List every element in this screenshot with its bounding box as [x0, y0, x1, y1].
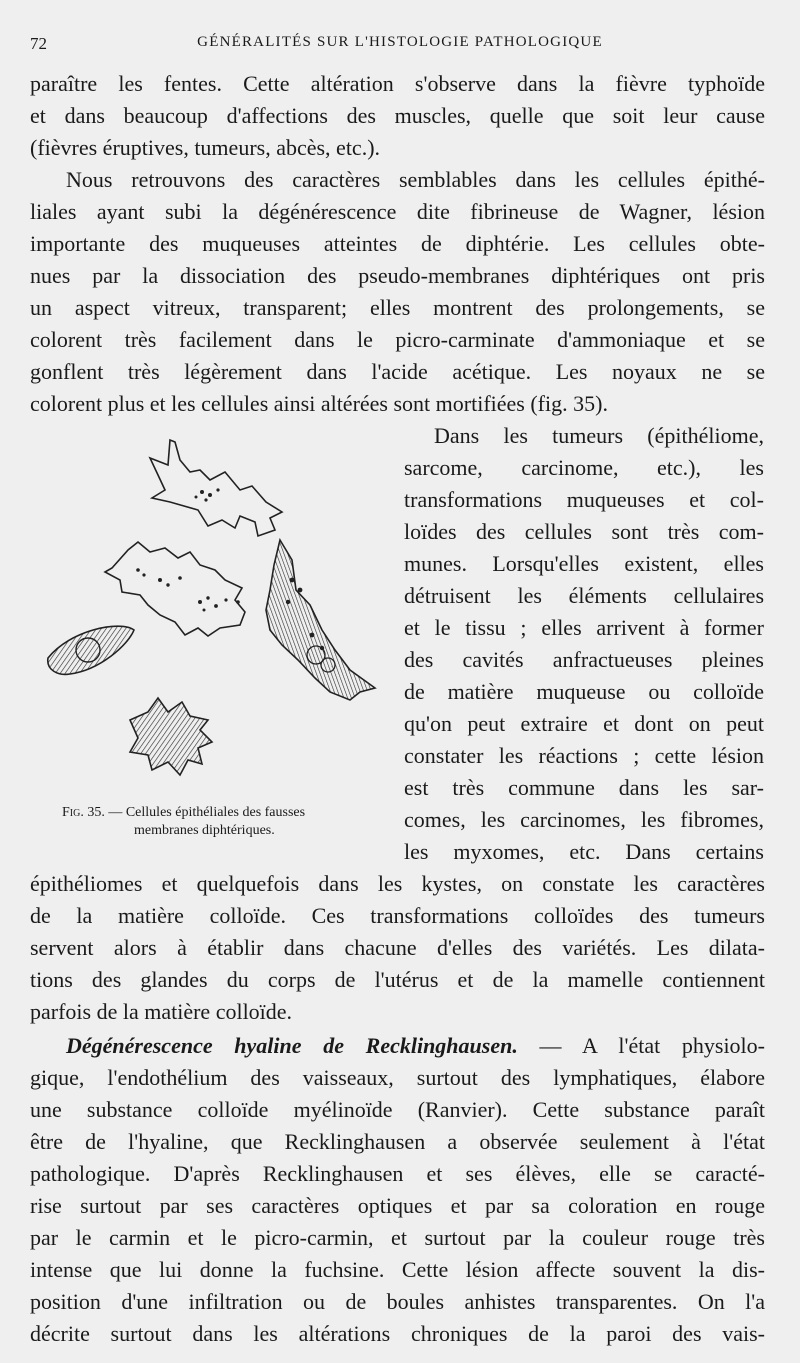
page-number: 72: [30, 34, 47, 53]
text-line: et dans beaucoup d'affections des muscles, quelle que soit leur cause: [30, 103, 765, 128]
figure-caption: [62, 804, 382, 840]
text-line: décrite surtout dans les altérations chroniques de la paroi des vais-: [30, 1321, 765, 1346]
column-line: de matière muqueuse ou colloïde: [404, 679, 764, 704]
text-line: servent alors à établir dans chacune d'elles des variétés. Les dilata-: [30, 935, 765, 960]
column-line: comes, les carcinomes, les fibromes,: [404, 807, 764, 832]
column-line: loïdes des cellules sont très com-: [404, 519, 764, 544]
text-line: de la matière colloïde. Ces transformations colloïdes des tumeurs: [30, 903, 765, 928]
page-header: [30, 34, 770, 58]
text-line: une substance colloïde myélinoïde (Ranvier). Cette substance paraît: [30, 1097, 765, 1122]
text-line: colorent plus et les cellules ainsi altérées sont mortifiées (fig. 35).: [30, 391, 608, 416]
column-line: est très commune dans les sar-: [404, 775, 764, 800]
caption-text-2: membranes diphtériques.: [134, 823, 275, 838]
text-line: un aspect vitreux, transparent; elles montrent des prolongements, se: [30, 295, 765, 320]
column-line: munes. Lorsqu'elles existent, elles: [404, 551, 764, 576]
column-line: qu'on peut extraire et dont on peut: [404, 711, 764, 736]
text-line: épithéliomes et quelquefois dans les kystes, on constate les caractères: [30, 871, 765, 896]
figure-label: Fig. 35.: [62, 805, 105, 820]
text-line: position d'une infiltration ou de boules anhistes transparentes. On l'a: [30, 1289, 765, 1314]
text-line: paraître les fentes. Cette altération s'observe dans la fièvre typhoïde: [30, 71, 765, 96]
text-line: intense que lui donne la fuchsine. Cette lésion affecte souvent la dis-: [30, 1257, 765, 1282]
column-line: Dans les tumeurs (épithéliome,: [434, 423, 764, 448]
hatched-cell-left: [48, 626, 134, 674]
hatched-cell-bottom: [130, 698, 212, 775]
column-line: et le tissu ; elles arrivent à former: [404, 615, 764, 640]
text-line: gique, l'endothélium des vaisseaux, surtout des lymphatiques, élabore: [30, 1065, 765, 1090]
text-line: (fièvres éruptives, tumeurs, abcès, etc.).: [30, 135, 381, 160]
text-line: rise surtout par ses caractères optiques et par sa coloration en rouge: [30, 1193, 765, 1218]
text-line: pathologique. D'après Recklinghausen et ses élèves, elle se caracté-: [30, 1161, 765, 1186]
text-line: importante des muqueuses atteintes de diphtérie. Les cellules obte-: [30, 231, 765, 256]
text-line: colorent très facilement dans le picro-carminate d'ammoniaque et se: [30, 327, 765, 352]
caption-text-1: — Cellules épithéliales des fausses: [108, 805, 306, 820]
hatched-cell-right: [266, 540, 375, 700]
column-line: transformations muqueuses et col-: [404, 487, 764, 512]
epithelial-cells-drawing: [30, 430, 390, 800]
text-line: être de l'hyaline, que Recklinghausen a observée seulement à l'état: [30, 1129, 765, 1154]
figure-35-illustration: [30, 430, 390, 800]
text-line: parfois de la matière colloïde.: [30, 999, 293, 1024]
section-heading-rest: — A l'état physiolo-: [539, 1033, 765, 1058]
text-line: liales ayant subi la dégénérescence dite fibrineuse de Wagner, lésion: [30, 199, 765, 224]
column-line: constater les réactions ; cette lésion: [404, 743, 764, 768]
text-line: Nous retrouvons des caractères semblables dans les cellules épithé-: [66, 167, 765, 192]
section-first-line: [30, 1030, 765, 1062]
column-line: détruisent les éléments cellulaires: [404, 583, 764, 608]
column-line: sarcome, carcinome, etc.), les: [404, 455, 764, 480]
text-line: tions des glandes du corps de l'utérus et de la mamelle contiennent: [30, 967, 765, 992]
running-title: GÉNÉRALITÉS SUR L'HISTOLOGIE PATHOLOGIQUE: [197, 34, 603, 50]
column-line: des cavités anfractueuses pleines: [404, 647, 764, 672]
column-line: les myxomes, etc. Dans certains: [404, 839, 764, 864]
outline-cell-middle: [105, 542, 245, 636]
text-line: par le carmin et le picro-carmin, et surtout par la couleur rouge très: [30, 1225, 765, 1250]
text-line: gonflent très légèrement dans l'acide acétique. Les noyaux ne se: [30, 359, 765, 384]
section-heading: Dégénérescence hyaline de Recklinghausen.: [66, 1033, 518, 1058]
outline-cell-top: [150, 440, 282, 536]
text-line: nues par la dissociation des pseudo-membranes diphtériques ont pris: [30, 263, 765, 288]
